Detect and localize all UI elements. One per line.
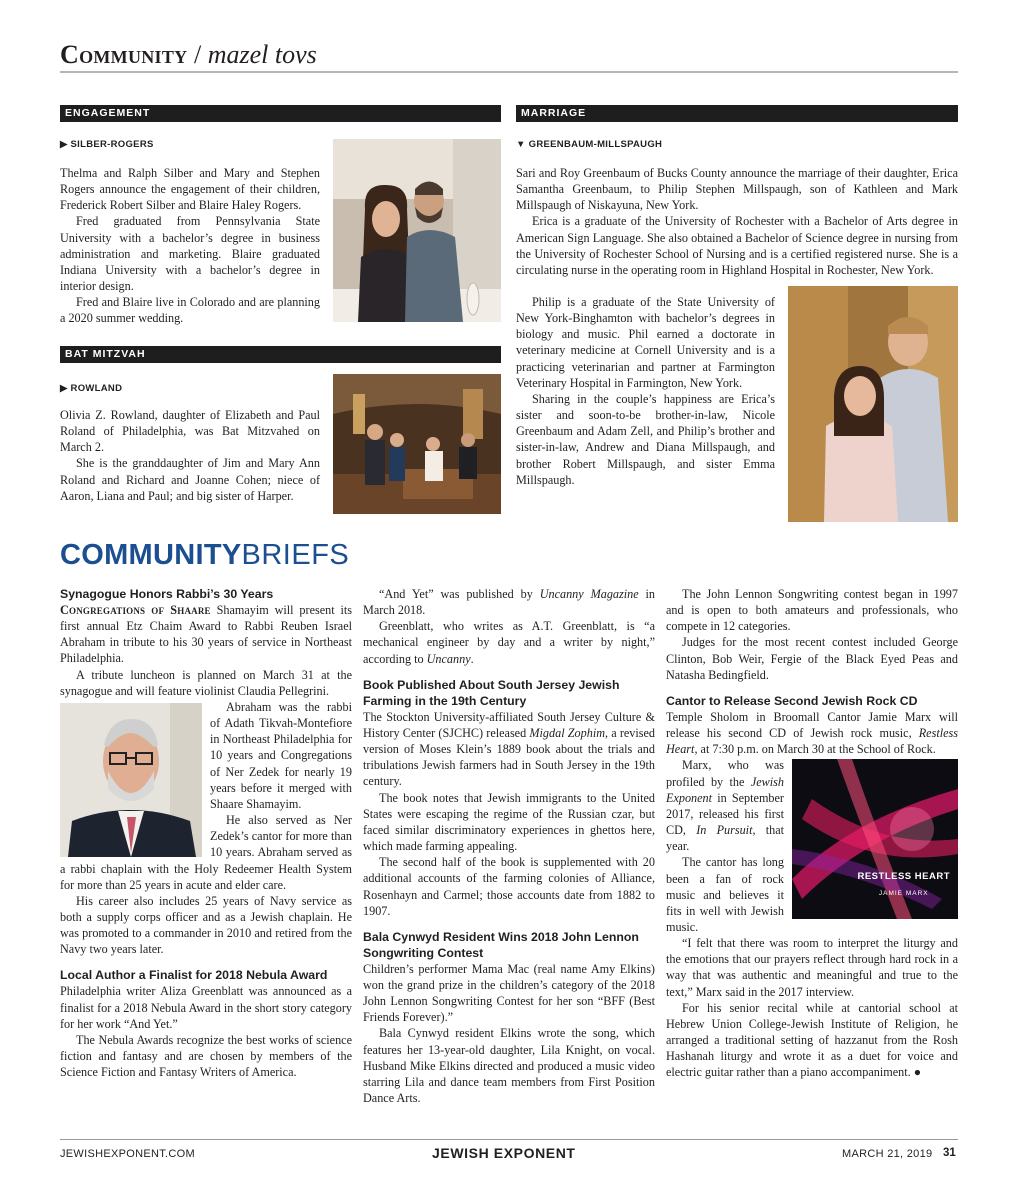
bat-mitzvah-name: ▶ ROWLAND bbox=[60, 383, 123, 394]
footer-publication: JEWISH EXPONENT bbox=[432, 1145, 576, 1161]
brief-heading-book: Book Published About South Jersey Jewish Farming in the 19th Century bbox=[363, 677, 620, 708]
bat-mitzvah-photo bbox=[333, 374, 501, 514]
brief-column-3: The John Lennon Songwriting contest began in 1997 and is open to both amateurs and professionals, who compete in 12 categories. Judges for the most recent contest included George Clinton, Bob Weir, Fergie of the Black Eyed Peas and Natasha Bedingfield. Cantor to Release Second Jewish Rock CD Temple Sholom in Broomall Cantor Jamie Marx will release his second CD of Jewish rock music, Restless Heart, at 7:30 p.m. on March 30 at the School of Rock. RESTLESS HEART JAMIE MARX Marx, who was profiled by the Jewish Exponent in September 2017, released his first CD, In Pursuit, that year. The cantor has long been a fan of rock music and believes it fits in well with Jewish music. “I felt that there was room to interpret the liturgy and the emotions that our prayers reflect through hard rock in a way that was authentic and meaningful and true to the text,” Marx said in the 2017 interview. For his senior recital while at cantorial school at Hebrew Union College-Jewish Institute of Religion, he arranged a traditional setting of hazzanut from the Rosh Hashanah liturgy and wrote it as a duet for voice and electric guitar rather than a piano accompaniment. ● bbox=[666, 587, 958, 1080]
brief-heading-cantor: Cantor to Release Second Jewish Rock CD bbox=[666, 693, 918, 708]
marriage-text-top: Sari and Roy Greenbaum of Bucks County announce the marriage of their daughter, Erica Samantha Greenbaum, to Philip Stephen Millspaugh, son of Kathleen and Mark Millspaugh of Niskayuna, New York. Erica is a graduate of the University of Rochester with a Bachelor of Arts degree in American Sign Language. She also obtained a Bachelor of Science degree in nursing from the University of Rochester School of Nursing and is a certified registered nurse. She is a circulating nurse in the operating room in Highland Hospital in Rochester, New York. bbox=[516, 166, 958, 277]
marriage-bar: MARRIAGE bbox=[516, 105, 958, 122]
section-subtitle: mazel tovs bbox=[207, 40, 317, 69]
triangle-right-icon: ▶ bbox=[60, 139, 71, 150]
cd-cover bbox=[792, 759, 958, 919]
rabbi-photo bbox=[60, 703, 202, 857]
marriage-text-side: Philip is a graduate of the State University of New York-Binghamton with bachelor’s degrees in biology and music. Phil earned a doctorate in veterinary medicine at Cornell University and is a practicing veterinarian and partner at Farmington Veterinary Hospital in Farmington, New York. Sharing in the couple’s happiness are Erica’s sister and soon-to-be brother-in-law, Nicole Greenbaum and Adam Zell, and Philip’s brother and sister-in-law, Andrew and Diana Millspaugh, and brother Robert Millspaugh, and sister Emma Millspaugh. bbox=[516, 295, 775, 487]
brief-column-1: Synagogue Honors Rabbi’s 30 Years Congregations of Shaare Shamayim will present its first annual Etz Chaim Award to Rabbi Reuben Israel Abraham in tribute to his 30 years of service in Northeast Philadelphia. A tribute luncheon is planned on March 31 at the synagogue and will feature violinist Claudia Pellegrini. Abraham was the rabbi of Adath Tikvah-Montefiore in Northeast Philadelphia for 10 years and Congregations of Ner Zedek for nearly 19 years before it merged with Shaare Shamayim. He also served as Ner Zedek’s cantor for more than 10 years. Abraham served as a rabbi chaplain with the Holy Redeemer Health System for more than 25 years in acute and elder care. His career also includes 25 years of Navy service as both a supply corps officer and as a Jewish chaplain. He was promoted to a commander in 2010 and retired from the Navy two years later. Local Author a Finalist for 2018 Nebula Award Philadelphia writer Aliza Greenblatt was announced as a finalist for a 2018 Nebula Award in the short story category for her work “And Yet.” The Nebula Awards recognize the best works of science fiction and fantasy and are chosen by members of the Science Fiction and Fantasy Writers of America. bbox=[60, 587, 352, 1080]
triangle-down-icon: ▼ bbox=[516, 139, 529, 150]
briefs-title: COMMUNITYBRIEFS bbox=[60, 539, 350, 571]
footer-site: JEWISHEXPONENT.COM bbox=[60, 1148, 195, 1160]
engagement-name: ▶ SILBER-ROGERS bbox=[60, 139, 154, 150]
header-rule bbox=[60, 71, 958, 73]
page-number: 31 bbox=[943, 1147, 956, 1159]
engagement-text: Thelma and Ralph Silber and Mary and Stephen Rogers announce the engagement of their children, Frederick Robert Silber and Blaire Haley Rogers. Fred graduated from Pennsylvania State University with a bachelor’s degree in business administration and marketing. Blaire graduated Indiana University with a bachelor’s degree in interior design. Fred and Blaire live in Colorado and are planning a 2020 summer wedding. bbox=[60, 166, 320, 326]
bat-mitzvah-bar: BAT MITZVAH bbox=[60, 346, 501, 363]
header-separator: / bbox=[187, 40, 208, 69]
brief-heading-rabbi: Synagogue Honors Rabbi’s 30 Years bbox=[60, 587, 274, 601]
engagement-bar: ENGAGEMENT bbox=[60, 105, 501, 122]
marriage-name: ▼ GREENBAUM-MILLSPAUGH bbox=[516, 139, 663, 150]
engagement-photo bbox=[333, 139, 501, 322]
footer-date: MARCH 21, 2019 bbox=[842, 1148, 933, 1160]
footer-rule bbox=[60, 1139, 958, 1140]
marriage-photo bbox=[788, 286, 958, 522]
end-bullet-icon: ● bbox=[913, 1065, 922, 1080]
page-header bbox=[60, 40, 317, 70]
bat-mitzvah-text: Olivia Z. Rowland, daughter of Elizabeth and Paul Roland of Philadelphia, was Bat Mitzvahed on March 2. She is the granddaughter of Jim and Mary Ann Roland and Richard and Joanne Cohen; niece of Aaron, Liana and Paul; and big sister of Harper. bbox=[60, 408, 320, 503]
triangle-right-icon: ▶ bbox=[60, 383, 71, 394]
brief-column-2: “And Yet” was published by Uncanny Magazine in March 2018. Greenblatt, who writes as A.T. Greenblatt, is “a mechanical engineer by day and a writer by night,” according to Uncanny. Book Published About South Jersey Jewish Farming in the 19th Century The Stockton University-affiliated South Jersey Culture & History Center (SJCHC) released Migdal Zophim, a revised version of Moses Klein’s 1889 book about the trials and tribulations Jewish farmers had in South Jersey in the 19th century. The book notes that Jewish immigrants to the United States were escaping the regime of the Russian czar, but faced similar discriminatory experiences in ghettos here, which made farming appealing. The second half of the book is supplemented with 20 additional accounts of the farming colonies of Alliance, Rosenhayn and Carmel; those accounts date from 1882 to 1907. Bala Cynwyd Resident Wins 2018 John Lennon Songwriting Contest Children’s performer Mama Mac (real name Amy Elkins) won the grand prize in the children’s category of the 2018 John Lennon Songwriting Contest for her son “BFF (Best Friends Forever).” Bala Cynwyd resident Elkins wrote the song, which features her 13-year-old daughter, Lila Knight, on vocal. Husband Mike Elkins directed and produced a music video starring Lila and dance team members from First Position Dance Arts. bbox=[363, 587, 656, 1106]
brief-heading-lennon: Bala Cynwyd Resident Wins 2018 John Lennon Songwriting Contest bbox=[363, 929, 639, 960]
cd-artist: JAMIE MARX bbox=[878, 889, 929, 897]
brief-heading-nebula: Local Author a Finalist for 2018 Nebula Award bbox=[60, 968, 328, 983]
cd-title: RESTLESS HEART bbox=[857, 871, 950, 883]
section-title: Community bbox=[60, 40, 188, 69]
